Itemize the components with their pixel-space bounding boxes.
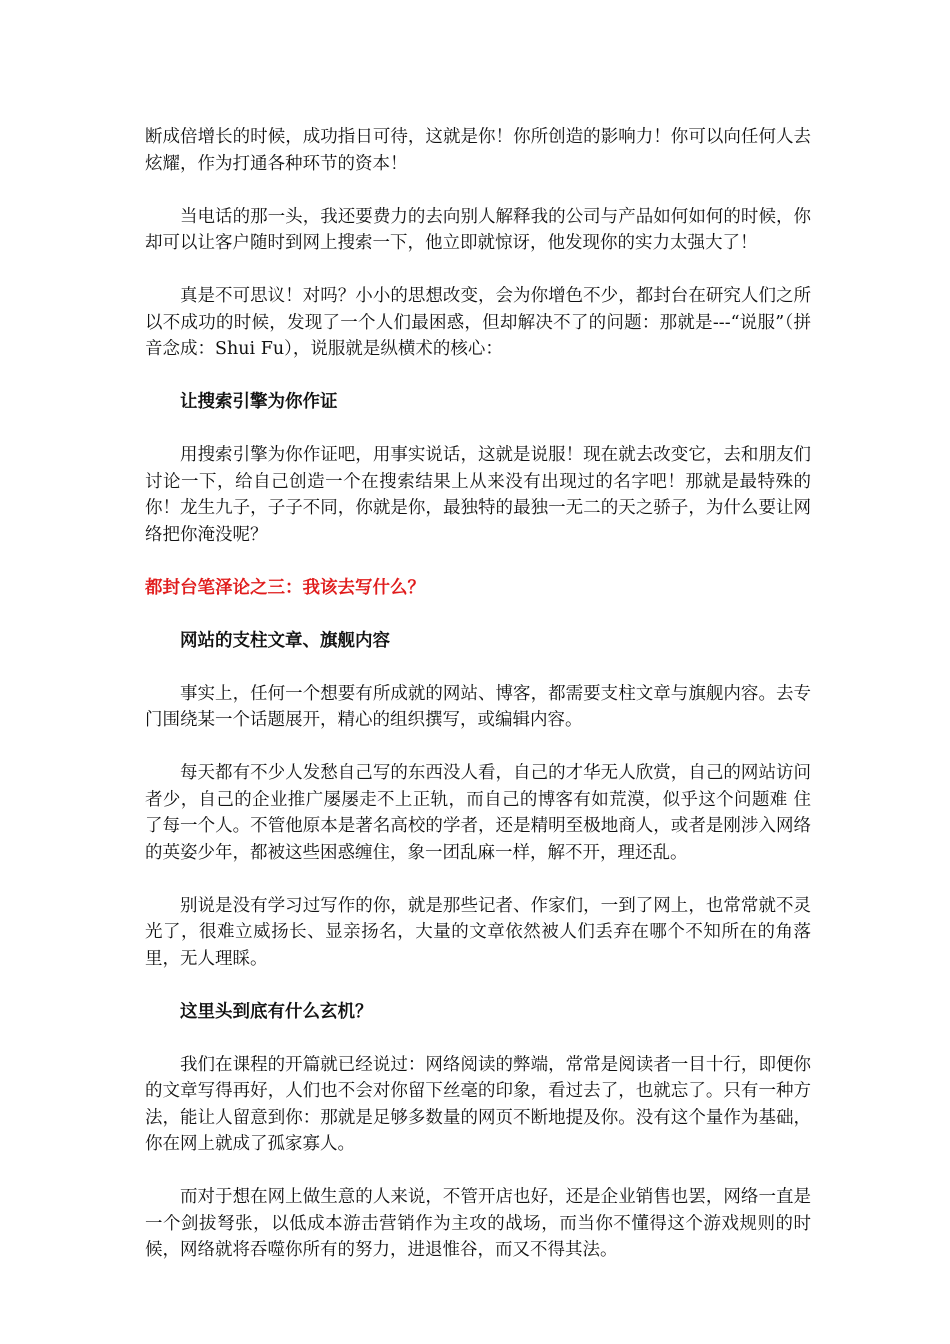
paragraph-gap xyxy=(145,416,811,443)
paragraph-gap xyxy=(145,363,811,390)
paragraph: 断成倍增长的时候，成功指日可待，这就是你！你所创造的影响力！你可以向任何人去炫耀，作为打通各种环节的资本！ xyxy=(145,127,811,174)
subheading: 这里头到底有什么玄机？ xyxy=(180,1001,373,1022)
paragraph-gap xyxy=(145,601,811,628)
document-page xyxy=(145,124,811,1264)
paragraph-gap xyxy=(145,1025,811,1052)
paragraph: 真是不可思议！对吗？小小的思想改变，会为你增色不少，都封台在研究人们之所以不成功的时候，发现了一个人们最困惑，但却解决不了的问题：那就是---“说服”（拼音念成：Shui Fu），说服就是纵横术的核心： xyxy=(145,286,811,359)
subheading: 网站的支柱文章、旗舰内容 xyxy=(180,630,390,651)
subheading: 让搜索引擎为你作证 xyxy=(180,392,338,412)
paragraph-gap xyxy=(145,734,811,761)
paragraph-gap xyxy=(145,1158,811,1185)
paragraph-gap xyxy=(145,866,811,893)
section-title: 都封台笔泽论之三：我该去写什么？ xyxy=(145,577,425,598)
paragraph-gap xyxy=(145,177,811,204)
paragraph: 我们在课程的开篇就已经说过：网络阅读的弊端，常常是阅读者一目十行，即便你的文章写得再好，人们也不会对你留下丝毫的印象，看过去了，也就忘了。只有一种方法，能让人留意到你：那就是足够多数量的网页不断地提及你。没有这个量作为基础，你在网上就成了孤家寡人。 xyxy=(145,1054,811,1154)
paragraph-gap xyxy=(145,654,811,681)
paragraph-gap xyxy=(145,548,811,575)
paragraph: 当电话的那一头，我还要费力的去向别人解释我的公司与产品如何如何的时候，你却可以让客户随时到网上搜索一下，他立即就惊讶，他发现你的实力太强大了！ xyxy=(145,206,811,253)
paragraph: 事实上，任何一个想要有所成就的网站、博客，都需要支柱文章与旗舰内容。去专门围绕某一个话题展开，精心的组织撰写，或编辑内容。 xyxy=(145,683,811,730)
paragraph-gap xyxy=(145,972,811,999)
paragraph: 每天都有不少人发愁自己写的东西没人看，自己的才华无人欣赏，自己的网站访问者少，自己的企业推广屡屡走不上正轨，而自己的博客有如荒漠，似乎这个问题难 住了每一个人。不管他原本是著名高校的学者，还是精明至极地商人，或者是刚涉入网络的英姿少年，都被这些困惑缠住，象一团乱麻一样，解不开，理还乱。 xyxy=(145,763,811,863)
paragraph-gap xyxy=(145,257,811,284)
paragraph: 别说是没有学习过写作的你，就是那些记者、作家们，一到了网上，也常常就不灵光了，很难立威扬长、显亲扬名，大量的文章依然被人们丢弃在哪个不知所在的角落里，无人理睬。 xyxy=(145,895,811,969)
paragraph: 而对于想在网上做生意的人来说，不管开店也好，还是企业销售也罢，网络一直是一个剑拔弩张，以低成本游击营销作为主攻的战场，而当你不懂得这个游戏规则的时候，网络就将吞噬你所有的努力，进退惟谷，而又不得其法。 xyxy=(145,1187,811,1260)
paragraph: 用搜索引擎为你作证吧，用事实说话，这就是说服！现在就去改变它，去和朋友们讨论一下，给自己创造一个在搜索结果上从来没有出现过的名字吧！那就是最特殊的你！龙生九子，子子不同，你就是你，最独特的最独一无二的天之骄子，为什么要让网络把你淹没呢？ xyxy=(145,445,811,545)
